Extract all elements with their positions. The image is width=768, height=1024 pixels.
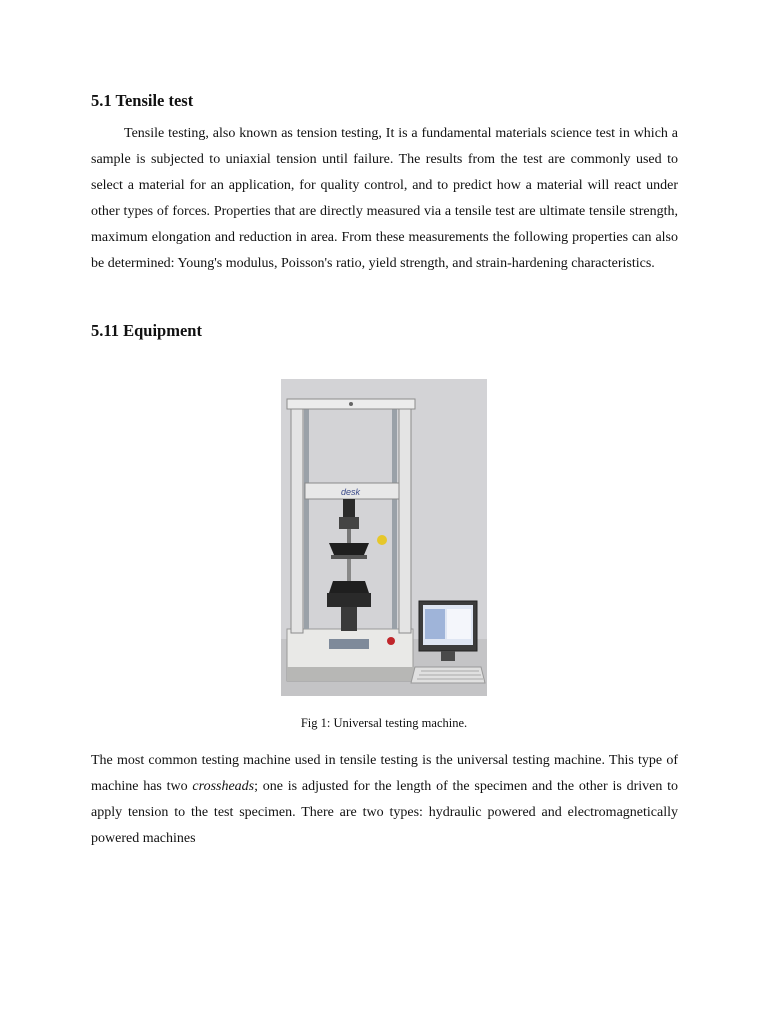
specimen-rod bbox=[347, 559, 351, 581]
screen-panel-left bbox=[425, 609, 445, 639]
emergency-stop-button bbox=[387, 637, 395, 645]
base-label-plate bbox=[329, 639, 369, 649]
tensile-test-paragraph: Tensile testing, also known as tension testing, It is a fundamental materials science test in which a sample is subjected to uniaxial tension until failure. The results from the test are commonly used to select a material for an application, for quality control, and to predict how a material will react under other types of forces. Properties that are directly measured via a tensile test are ultimate tensile strength, maximum elongation and reduction in area. From these measurements the following properties can also be determined: Young's modulus, Poisson's ratio, yield strength, and strain-hardening characteristics. bbox=[91, 126, 678, 271]
crossheads-emphasis: crossheads bbox=[192, 779, 255, 794]
universal-testing-machine-figure bbox=[281, 379, 487, 696]
lower-grip-top bbox=[329, 581, 369, 593]
figure-caption: Fig 1: Universal testing machine. bbox=[300, 716, 468, 730]
section-heading-equipment: 5.11 Equipment bbox=[91, 321, 202, 340]
screen-panel-right bbox=[447, 609, 471, 639]
left-column bbox=[291, 401, 303, 633]
machine-base-foot bbox=[287, 667, 417, 681]
right-column bbox=[399, 401, 411, 633]
upper-grip-connector bbox=[339, 517, 359, 529]
lower-grip-jaw bbox=[327, 593, 371, 607]
upper-rod bbox=[347, 529, 351, 543]
upper-grip-jaw bbox=[329, 543, 369, 555]
left-lead-screw bbox=[304, 409, 309, 629]
load-cell bbox=[343, 499, 355, 517]
paragraph-text-after: ; one is adjusted for the length of the specimen and the other is driven to apply tension to the test specimen. There are two types: hydraulic powered and electromagnetically powered machines bbox=[91, 779, 678, 846]
section-heading-tensile-test: 5.1 Tensile test bbox=[91, 91, 194, 110]
warning-sticker bbox=[377, 535, 387, 545]
upper-grip-plate bbox=[331, 555, 367, 559]
crosshead-brand-text: desk bbox=[341, 487, 361, 497]
right-lead-screw bbox=[392, 409, 397, 629]
universal-testing-machine-paragraph bbox=[91, 748, 678, 852]
top-bolt bbox=[349, 402, 353, 406]
monitor-stand bbox=[441, 651, 455, 661]
paragraph-text-before: The most common testing machine used in tensile testing is the universal testing machine. This type of machine has two bbox=[91, 753, 678, 794]
universal-testing-machine-photo bbox=[281, 379, 487, 696]
lower-grip-base bbox=[341, 607, 357, 631]
